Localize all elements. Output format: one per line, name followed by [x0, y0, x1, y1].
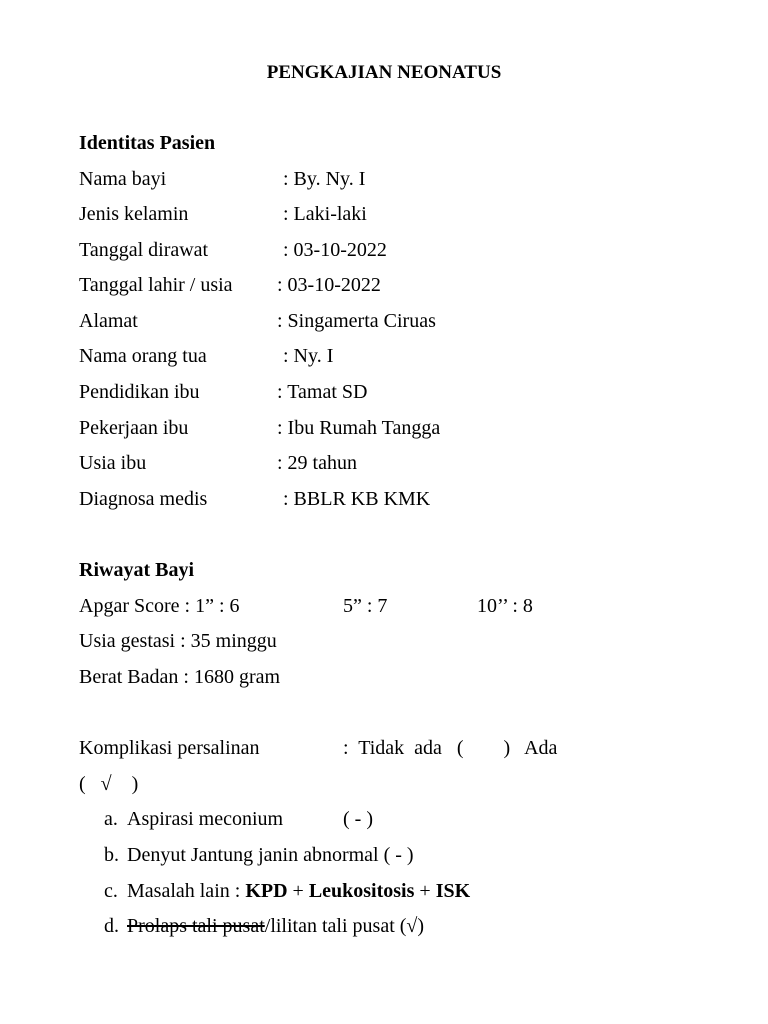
field-value-tanggal-dirawat: : 03-10-2022	[283, 239, 387, 261]
item-c-plus-2: +	[414, 880, 436, 902]
field-label-usia-ibu: Usia ibu	[79, 452, 147, 474]
item-c-plus-1: +	[287, 880, 309, 902]
apgar-score-5: 5” : 7	[343, 595, 388, 617]
usia-gestasi: Usia gestasi : 35 minggu	[79, 630, 277, 652]
item-a-mark: ( - )	[343, 808, 373, 830]
item-c-prefix: Masalah lain :	[127, 880, 246, 902]
field-label-tanggal-dirawat: Tanggal dirawat	[79, 239, 209, 261]
field-label-jenis-kelamin: Jenis kelamin	[79, 203, 189, 225]
item-c-leukositosis: Leukositosis	[308, 880, 415, 902]
field-value-diagnosa-medis: : BBLR KB KMK	[283, 488, 431, 510]
section-heading-riwayat: Riwayat Bayi	[79, 559, 194, 581]
section-heading-identitas: Identitas Pasien	[79, 132, 216, 154]
field-value-tanggal-lahir: : 03-10-2022	[277, 274, 381, 296]
field-value-pekerjaan-ibu: : Ibu Rumah Tangga	[277, 417, 441, 439]
field-label-nama-orang-tua: Nama orang tua	[79, 345, 207, 367]
item-c-text	[127, 879, 470, 903]
apgar-score-1: Apgar Score : 1” : 6	[79, 595, 240, 617]
berat-badan: Berat Badan : 1680 gram	[79, 666, 281, 688]
page-title: PENGKAJIAN NEONATUS	[266, 62, 502, 83]
field-value-nama-bayi: : By. Ny. I	[283, 168, 366, 190]
item-a-letter: a.	[104, 808, 118, 830]
field-value-usia-ibu: : 29 tahun	[277, 452, 357, 474]
item-b-text: Denyut Jantung janin abnormal ( - )	[127, 844, 414, 866]
field-label-pendidikan-ibu: Pendidikan ibu	[79, 381, 200, 403]
field-label-alamat: Alamat	[79, 310, 138, 332]
field-label-pekerjaan-ibu: Pekerjaan ibu	[79, 417, 189, 439]
field-label-nama-bayi: Nama bayi	[79, 168, 167, 190]
item-a-text: Aspirasi meconium	[127, 808, 284, 830]
field-label-diagnosa-medis: Diagnosa medis	[79, 488, 208, 510]
apgar-score-10: 10’’ : 8	[477, 595, 533, 617]
field-value-pendidikan-ibu: : Tamat SD	[277, 381, 368, 403]
item-d-letter: d.	[104, 915, 119, 937]
item-c-kpd: KPD	[245, 880, 288, 902]
komplikasi-label: Komplikasi persalinan	[79, 737, 260, 759]
item-d-text	[127, 914, 424, 938]
field-value-nama-orang-tua: : Ny. I	[283, 345, 334, 367]
item-c-letter: c.	[104, 880, 118, 902]
item-b-letter: b.	[104, 844, 119, 866]
item-c-isk: ISK	[435, 880, 471, 902]
komplikasi-checked: ( √ )	[79, 773, 139, 795]
field-value-jenis-kelamin: : Laki-laki	[283, 203, 367, 225]
field-label-tanggal-lahir: Tanggal lahir / usia	[79, 274, 233, 296]
item-d-lilitan: /lilitan tali pusat (√)	[264, 915, 425, 937]
item-d-strikethrough: Prolaps tali pusat	[127, 915, 265, 937]
field-value-alamat: : Singamerta Ciruas	[277, 310, 436, 332]
komplikasi-options: : Tidak ada ( ) Ada	[343, 737, 558, 759]
